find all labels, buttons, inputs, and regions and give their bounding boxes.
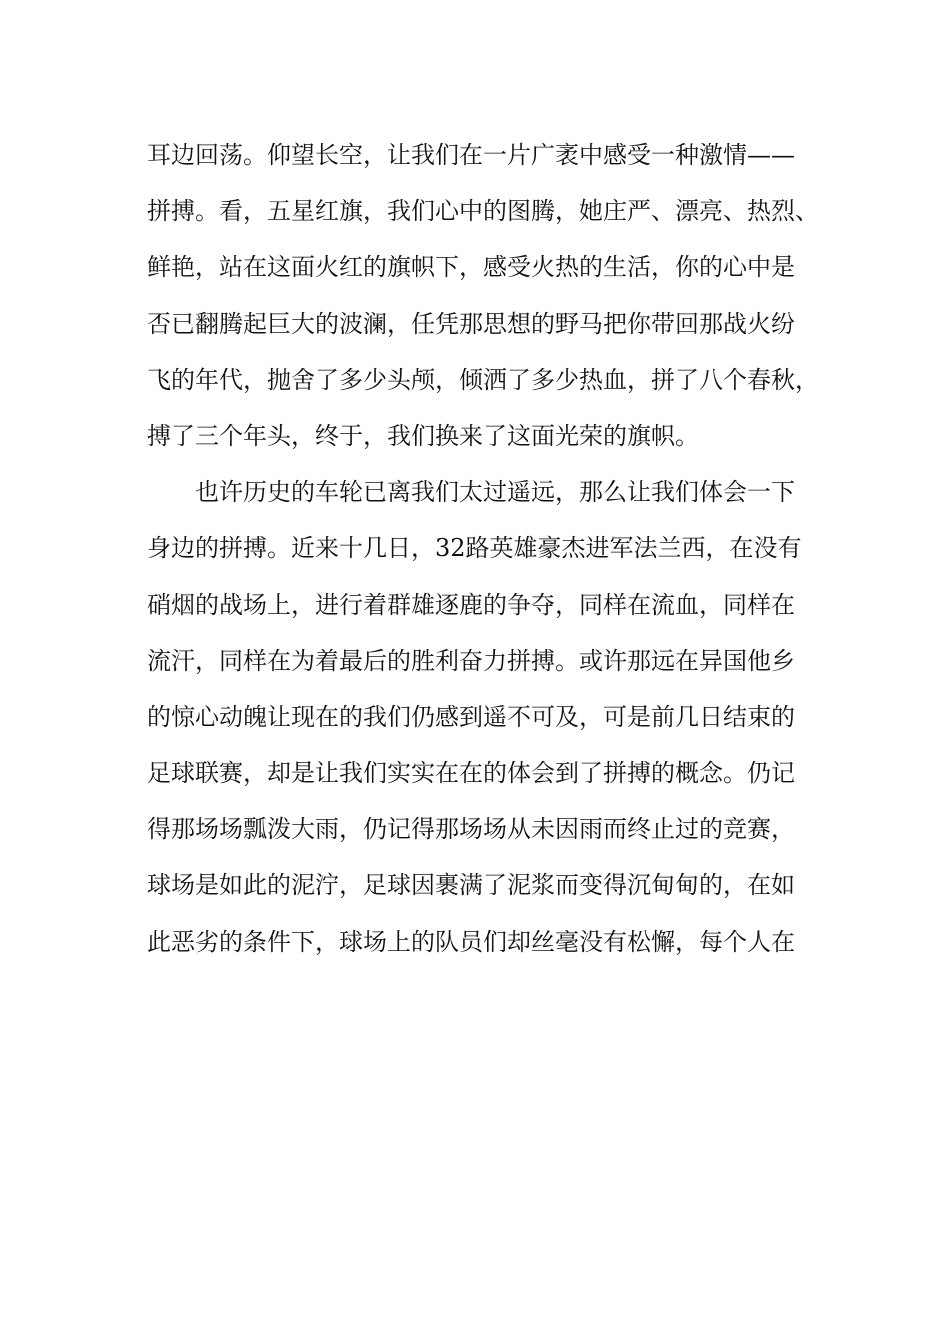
- text-line: 此恶劣的条件下，球场上的队员们却丝毫没有松懈，每个人在: [147, 927, 795, 956]
- text-line: 鲜艳，站在这面火红的旗帜下，感受火热的生活，你的心中是: [147, 253, 795, 282]
- text-line: 否已翻腾起巨大的波澜，任凭那思想的野马把你带回那战火纷: [147, 309, 795, 338]
- text-line: 流汗，同样在为着最后的胜利奋力拼搏。或许那远在异国他乡: [147, 646, 795, 675]
- text-line: 得那场场瓢泼大雨，仍记得那场场从未因雨而终止过的竞赛，: [147, 815, 795, 844]
- text-line: 硝烟的战场上，进行着群雄逐鹿的争夺，同样在流血，同样在: [147, 590, 795, 619]
- text-line: 飞的年代，抛舍了多少头颅，倾洒了多少热血，拼了八个春秋，: [147, 365, 819, 394]
- text-line: 身边的拼搏。近来十几日，32路英雄豪杰进军法兰西，在没有: [147, 534, 802, 563]
- text-line: 耳边回荡。仰望长空，让我们在一片广袤中感受一种激情——: [147, 141, 795, 169]
- text-line: 搏了三个年头，终于，我们换来了这面光荣的旗帜。: [147, 421, 699, 450]
- paragraph-start-line: 也许历史的车轮已离我们太过遥远，那么让我们体会一下: [195, 478, 795, 507]
- text-line: 足球联赛，却是让我们实实在在的体会到了拼搏的概念。仍记: [147, 759, 795, 788]
- text-line: 拼搏。看，五星红旗，我们心中的图腾，她庄严、漂亮、热烈、: [147, 197, 819, 226]
- text-line: 的惊心动魄让现在的我们仍感到遥不可及，可是前几日结束的: [147, 702, 795, 731]
- text-line: 球场是如此的泥泞，足球因裹满了泥浆而变得沉甸甸的，在如: [147, 871, 795, 900]
- body-text: [147, 127, 827, 970]
